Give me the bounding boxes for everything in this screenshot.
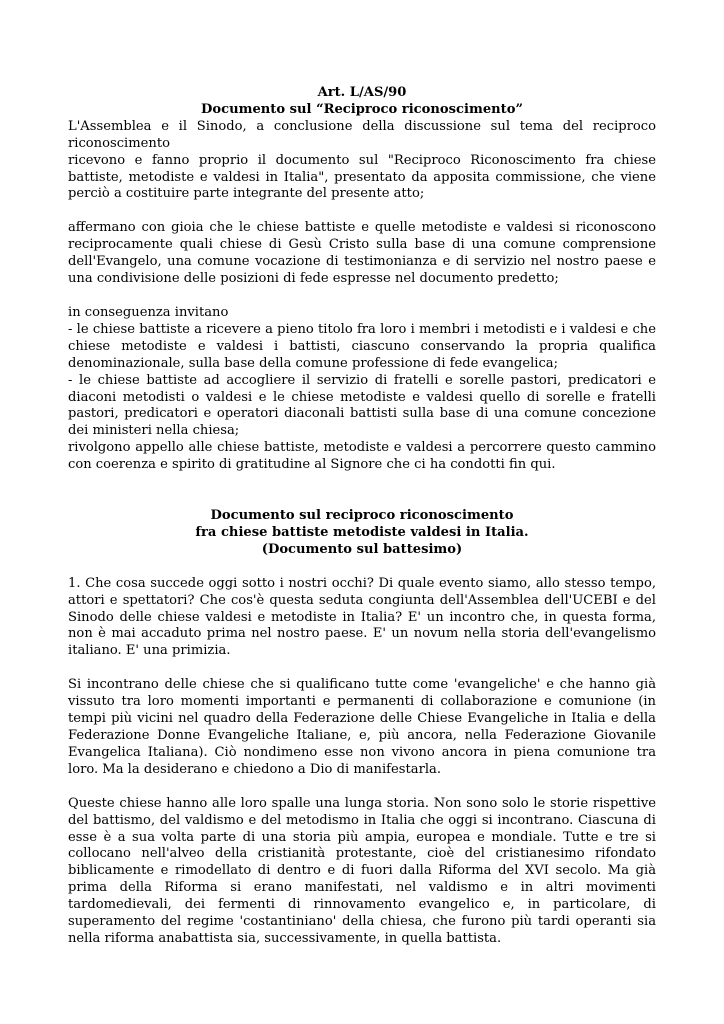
body-paragraph-2: Si incontrano delle chiese che si qualificano tutte come 'evangeliche' e che hanno già vissuto tra loro momenti importanti e permanenti di collaborazione e comunione (in tempi più vicini nel quadro della Federazione delle Chiese Evangeliche in Italia e della Federazione Donne Evangeliche Italiane, e, più ancora, nella Federazione Giovanile Evangelica Italiana). Ciò nondimeno esse non vivono ancora in piena comunione tra loro. Ma la desiderano e chiedono a Dio di manifestarla. — [68, 677, 656, 777]
body-paragraph-3: Queste chiese hanno alle loro spalle una lunga storia. Non sono solo le storie rispettive del battismo, del valdismo e del metodismo in Italia che oggi si incontrano. Ciascuna di esse è a sua volta parte di una storia più ampia, europea e mondiale. Tutte e tre si collocano nell'alveo della cristianità protestante, cioè del cristianesimo rifondato biblicamente e rimodellato di dentro e di fuori dalla Riforma del XVI secolo. Ma già prima della Riforma si erano manifestati, nel valdismo e in altri movimenti tardomedievali, dei fermenti di rinnovamento evangelico e, in particolare, di superamento del regime 'costantiniano' della chiesa, che furono più tardi operanti sia nella riforma anabattista sia, successivamente, in quella battista. — [68, 795, 656, 946]
intro-paragraph-3: affermano con gioia che le chiese battiste e quelle metodiste e valdesi si riconoscono reciprocamente quali chiese di Gesù Cristo sulla base di una comune comprensione dell'Evangelo, una comune vocazione di testimonianza e di servizio nel nostro paese e una condivisione delle posizioni di fede espresse nel documento predetto; — [68, 220, 656, 287]
body-paragraph-1: 1. Che cosa succede oggi sotto i nostri occhi? Di quale evento siamo, allo stesso tempo, attori e spettatori? Che cos'è questa seduta congiunta dell'Assemblea dell'UCEBI e del Sinodo delle chiese valdesi e metodiste in Italia? E' un incontro che, in questa forma, non è mai accaduto prima nel nostro paese. E' un novum nella storia dell'evangelismo italiano. E' una primizia. — [68, 575, 656, 659]
document-title: Documento sul “Reciproco riconoscimento” — [201, 101, 523, 117]
intro-paragraph-1: L'Assemblea e il Sinodo, a conclusione della discussione sul tema del reciproco riconoscimento — [68, 118, 656, 151]
section-subtitle: (Documento sul battesimo) — [261, 541, 463, 557]
intro-paragraph-6: - le chiese battiste ad accogliere il servizio di fratelli e sorelle pastori, predicatori e diaconi metodisti o valdesi e le chiese metodiste e valdesi quello di sorelle e fratelli pastori, predicatori e operatori diaconali battisti sulla base di una comune concezione dei ministeri nella chiesa; — [68, 372, 656, 439]
section-title-1: Documento sul reciproco riconoscimento — [210, 508, 514, 524]
article-number: Art. L/AS/90 — [317, 85, 407, 100]
intro-paragraph-4: in conseguenza invitano — [68, 304, 229, 320]
intro-paragraph-5: - le chiese battiste a ricevere a pieno titolo fra loro i membri i metodisti e i valdesi e che chiese metodiste e valdesi i battisti, ciascuno conservando la propria qualifica denominazionale, sulla base della comune professione di fede evangelica; — [68, 321, 656, 371]
intro-paragraph-7: rivolgono appello alle chiese battiste, metodiste e valdesi a percorrere questo cammino con coerenza e spirito di gratitudine al Signore che ci ha condotti fin qui. — [68, 440, 656, 473]
intro-paragraph-2: ricevono e fanno proprio il documento sul "Reciproco Riconoscimento fra chiese battiste, metodiste e valdesi in Italia", presentato da apposita commissione, che viene perciò a costituire parte integrante del presente atto; — [68, 152, 656, 202]
section-title-2: fra chiese battiste metodiste valdesi in Italia. — [195, 524, 529, 540]
